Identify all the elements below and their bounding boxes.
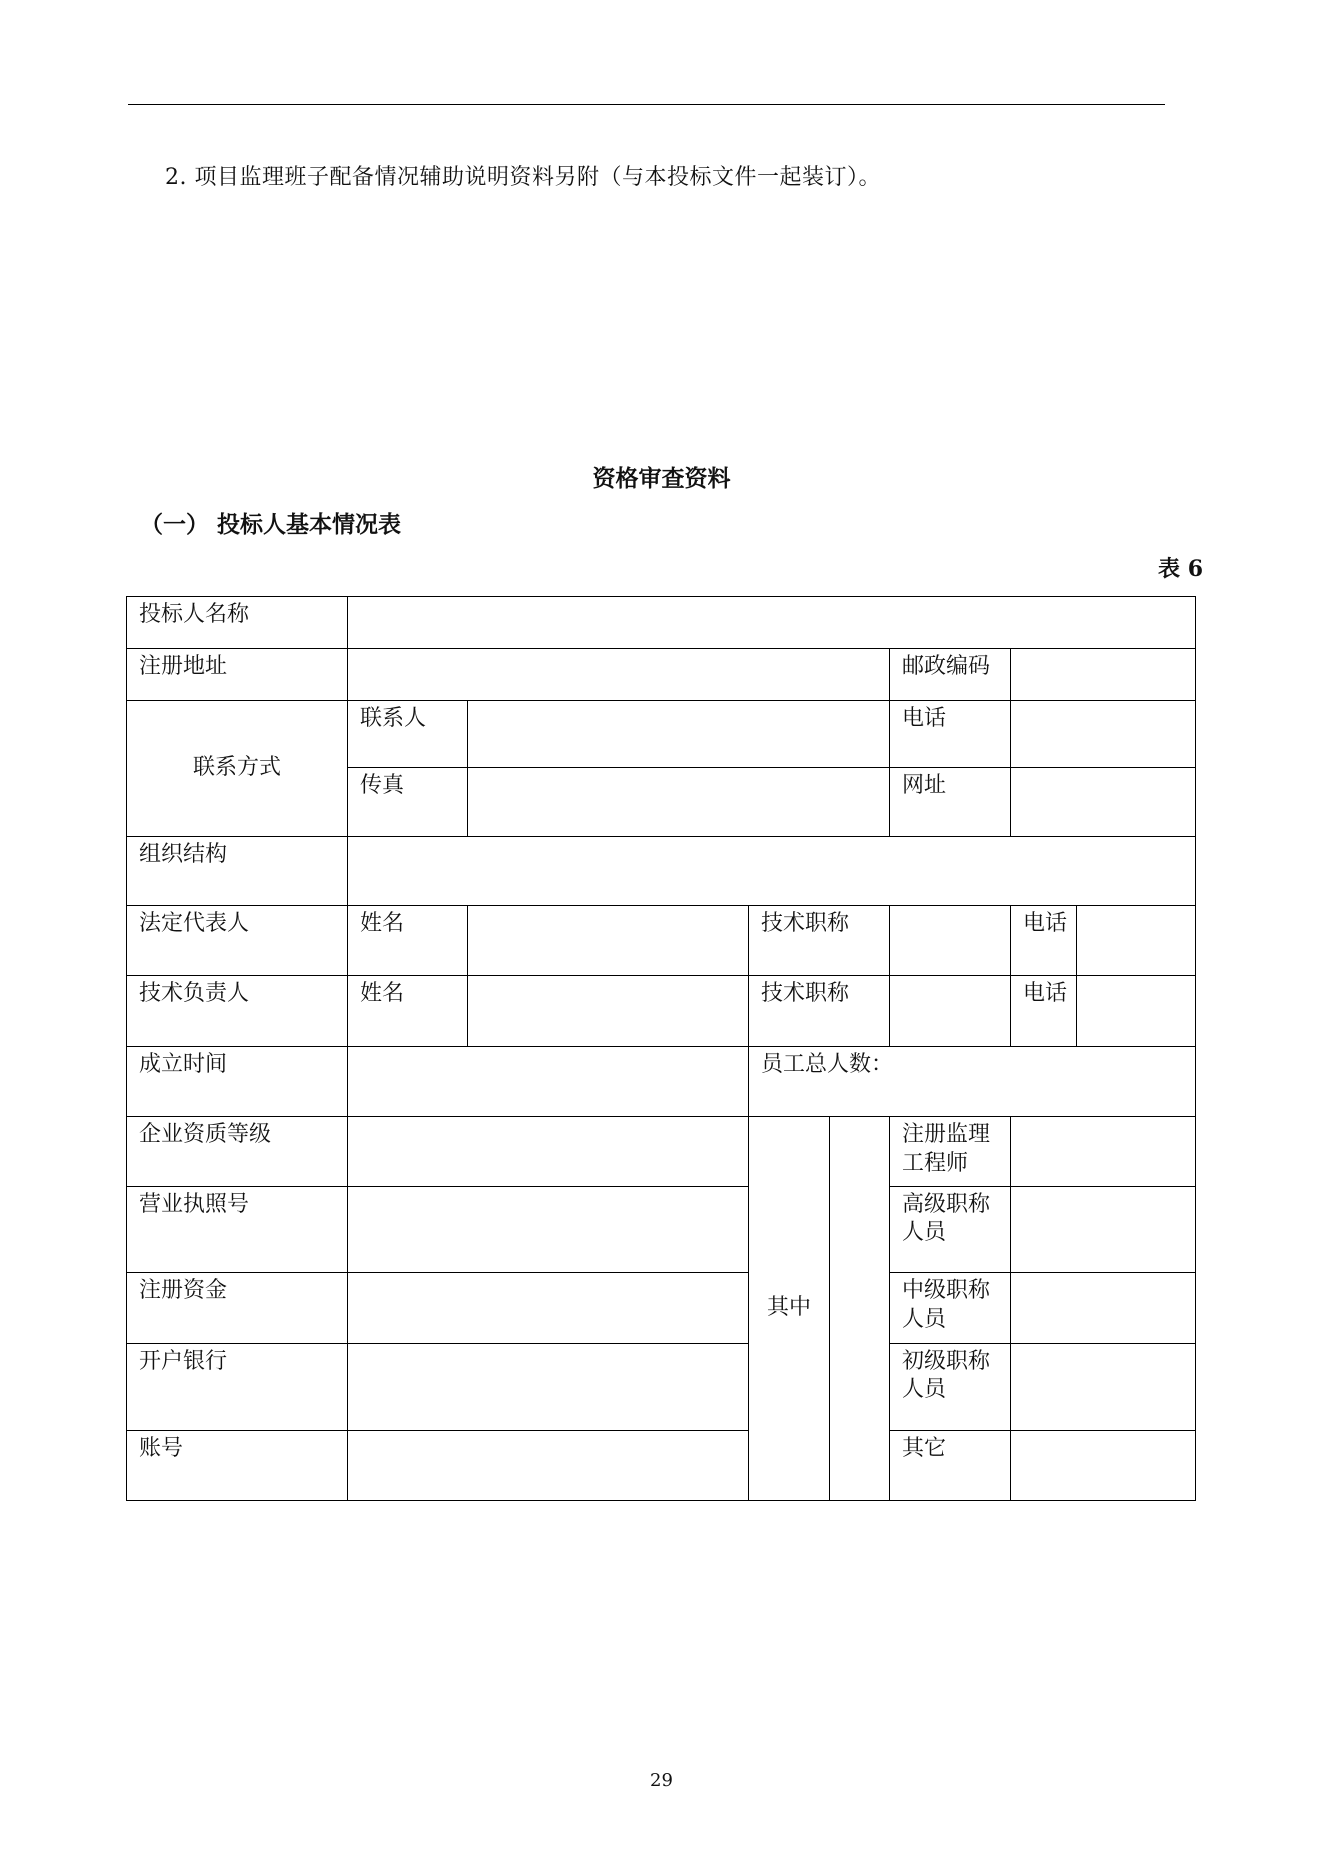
value-junior[interactable]	[1011, 1343, 1196, 1431]
value-legal-rep-title[interactable]	[890, 906, 1011, 976]
label-account: 账号	[127, 1431, 348, 1501]
label-tech-lead-phone: 电话	[1011, 976, 1077, 1046]
table-row	[127, 906, 1196, 976]
label-contact-phone: 电话	[890, 701, 1011, 768]
value-contact-phone[interactable]	[1011, 701, 1196, 768]
label-legal-rep-phone: 电话	[1011, 906, 1077, 975]
value-senior[interactable]	[1011, 1186, 1196, 1273]
value-other[interactable]	[1011, 1431, 1196, 1501]
label-fax: 传真	[348, 768, 468, 837]
table-row	[127, 1431, 1196, 1501]
label-junior: 初级职称人员	[890, 1343, 1011, 1431]
label-license-no: 营业执照号	[127, 1186, 348, 1273]
value-bank[interactable]	[348, 1343, 749, 1431]
table-row	[127, 649, 1196, 701]
tech-lead-phone-cell	[1011, 976, 1196, 1047]
table-row	[127, 976, 1196, 1047]
value-reg-address[interactable]	[348, 649, 890, 701]
label-total-staff[interactable]: 员工总人数：	[749, 1047, 1196, 1117]
bidder-info-table	[126, 596, 1196, 1501]
table-row	[127, 701, 1196, 768]
label-contact-method: 联系方式	[127, 701, 348, 837]
value-tech-lead-phone[interactable]	[1077, 976, 1195, 1046]
label-legal-rep: 法定代表人	[127, 906, 348, 976]
label-reg-address: 注册地址	[127, 649, 348, 701]
label-postal-code: 邮政编码	[890, 649, 1011, 701]
header-rule	[128, 104, 1165, 105]
label-registered-capital: 注册资金	[127, 1273, 348, 1344]
value-reg-engineer[interactable]	[1011, 1117, 1196, 1187]
label-other: 其它	[890, 1431, 1011, 1501]
label-intermediate: 中级职称人员	[890, 1273, 1011, 1344]
subsection-title: （一） 投标人基本情况表	[140, 511, 402, 538]
table-row	[127, 1273, 1196, 1344]
table-row	[127, 1047, 1196, 1117]
table-row	[127, 597, 1196, 649]
label-reg-engineer: 注册监理工程师	[890, 1117, 1011, 1187]
table-row	[127, 1117, 1196, 1187]
section-title: 资格审查资料	[592, 465, 731, 492]
label-tech-lead-name: 姓名	[348, 976, 468, 1047]
label-contact-person: 联系人	[348, 701, 468, 768]
label-qualification: 企业资质等级	[127, 1117, 348, 1187]
value-postal-code[interactable]	[1011, 649, 1196, 701]
value-fax[interactable]	[468, 768, 890, 837]
label-legal-rep-name: 姓名	[348, 906, 468, 976]
label-senior: 高级职称人员	[890, 1186, 1011, 1273]
value-account[interactable]	[348, 1431, 749, 1501]
table-row	[127, 1343, 1196, 1431]
table-row	[127, 1186, 1196, 1273]
value-legal-rep-name[interactable]	[468, 906, 749, 976]
value-founded[interactable]	[348, 1047, 749, 1117]
page-number: 29	[650, 1770, 673, 1791]
label-website: 网址	[890, 768, 1011, 837]
label-bank: 开户银行	[127, 1343, 348, 1431]
legal-rep-phone-cell	[1011, 906, 1196, 976]
value-tech-lead-name[interactable]	[468, 976, 749, 1047]
value-intermediate[interactable]	[1011, 1273, 1196, 1344]
attachment-note: 2. 项目监理班子配备情况辅助说明资料另附（与本投标文件一起装订）。	[165, 165, 881, 190]
value-org-structure[interactable]	[348, 837, 1196, 906]
value-bidder-name[interactable]	[348, 597, 1196, 649]
label-founded: 成立时间	[127, 1047, 348, 1117]
staff-breakdown-cell	[749, 1117, 890, 1501]
value-contact-person[interactable]	[468, 701, 890, 768]
value-license-no[interactable]	[348, 1186, 749, 1273]
table-number: 表 6	[1158, 556, 1203, 582]
value-website[interactable]	[1011, 768, 1196, 837]
label-legal-rep-title: 技术职称	[749, 906, 890, 976]
table-row	[127, 837, 1196, 906]
label-among: 其中	[749, 1117, 830, 1500]
label-tech-lead: 技术负责人	[127, 976, 348, 1047]
label-tech-lead-title: 技术职称	[749, 976, 890, 1047]
value-registered-capital[interactable]	[348, 1273, 749, 1344]
value-legal-rep-phone[interactable]	[1077, 906, 1195, 975]
value-qualification[interactable]	[348, 1117, 749, 1187]
value-tech-lead-title[interactable]	[890, 976, 1011, 1047]
label-bidder-name: 投标人名称	[127, 597, 348, 649]
label-org-structure: 组织结构	[127, 837, 348, 906]
